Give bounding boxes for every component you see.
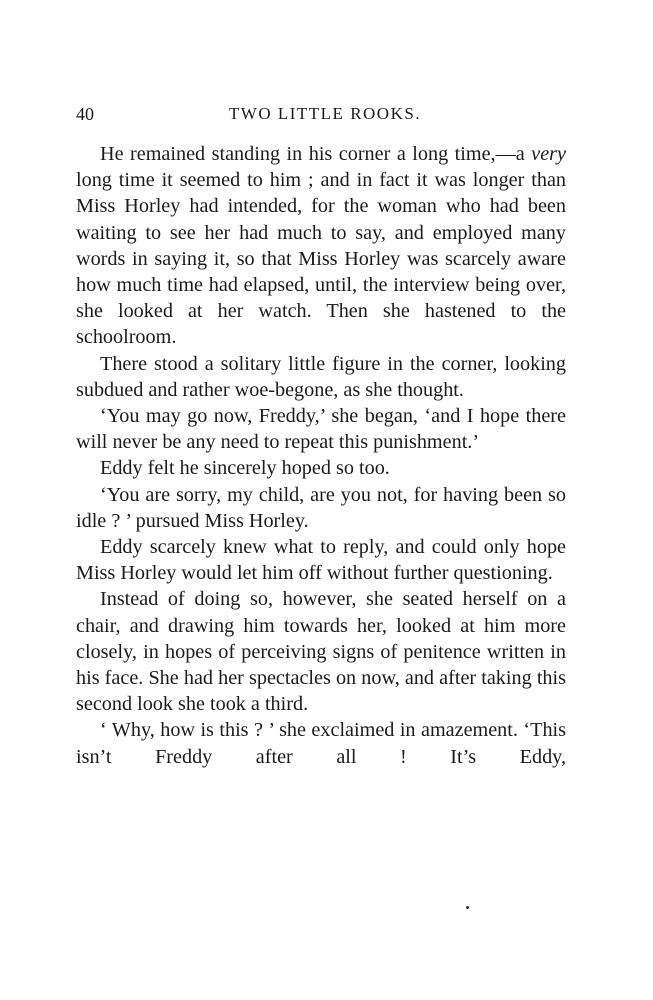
paragraph-text: long time it seemed to him ; and in fact it was longer than Miss Horley had intended, for the woman who had been waiting to see her had much to say, and employed many words in saying it, so that Miss Horley was scarcely aware how much time had elapsed, until, the interview being over, she looked at her watch. Then she hastened to the schoolroom. [76,169,566,349]
paragraph [76,534,566,586]
paragraph [76,141,566,351]
page-header [76,104,574,132]
running-head: TWO LITTLE ROOKS. [228,104,422,123]
paragraph [76,586,566,717]
page-number: 40 [76,104,94,124]
paragraph [76,717,566,769]
paragraph-text: ‘You are sorry, my child, are you not, for having been so idle ? ’ pursued Miss Horley. [76,483,566,532]
paragraph [76,482,566,534]
paragraph-text: Eddy scarcely knew what to reply, and could only hope Miss Horley would let him off without further questioning. [76,536,566,585]
paragraph-text: He remained standing in his corner a long time,—a [100,143,532,165]
paragraph-text: There stood a solitary little figure in the corner, looking subdued and rather woe-begone, as she thought. [76,352,566,401]
paragraph-text: ‘ Why, how is this ? ’ she exclaimed in amazement. ‘This isn’t Freddy after all ! It’s Eddy, [76,719,566,768]
paragraph-text: Instead of doing so, however, she seated herself on a chair, and drawing him towards her, looked at him more closely, in hopes of perceiving signs of penitence written in his face. She had her spectacles on now, and after taking this second look she took a third. [76,588,566,716]
paragraph-text: ‘You may go now, Freddy,’ she began, ‘and I hope there will never be any need to repeat this punishment.’ [76,405,566,454]
body-text [76,141,566,770]
paragraph [76,351,566,403]
italic-text: very [531,143,566,165]
ink-speck [466,906,469,909]
paragraph [76,403,566,455]
paragraph [76,455,566,481]
paragraph-text: Eddy felt he sincerely hoped so too. [100,457,390,480]
